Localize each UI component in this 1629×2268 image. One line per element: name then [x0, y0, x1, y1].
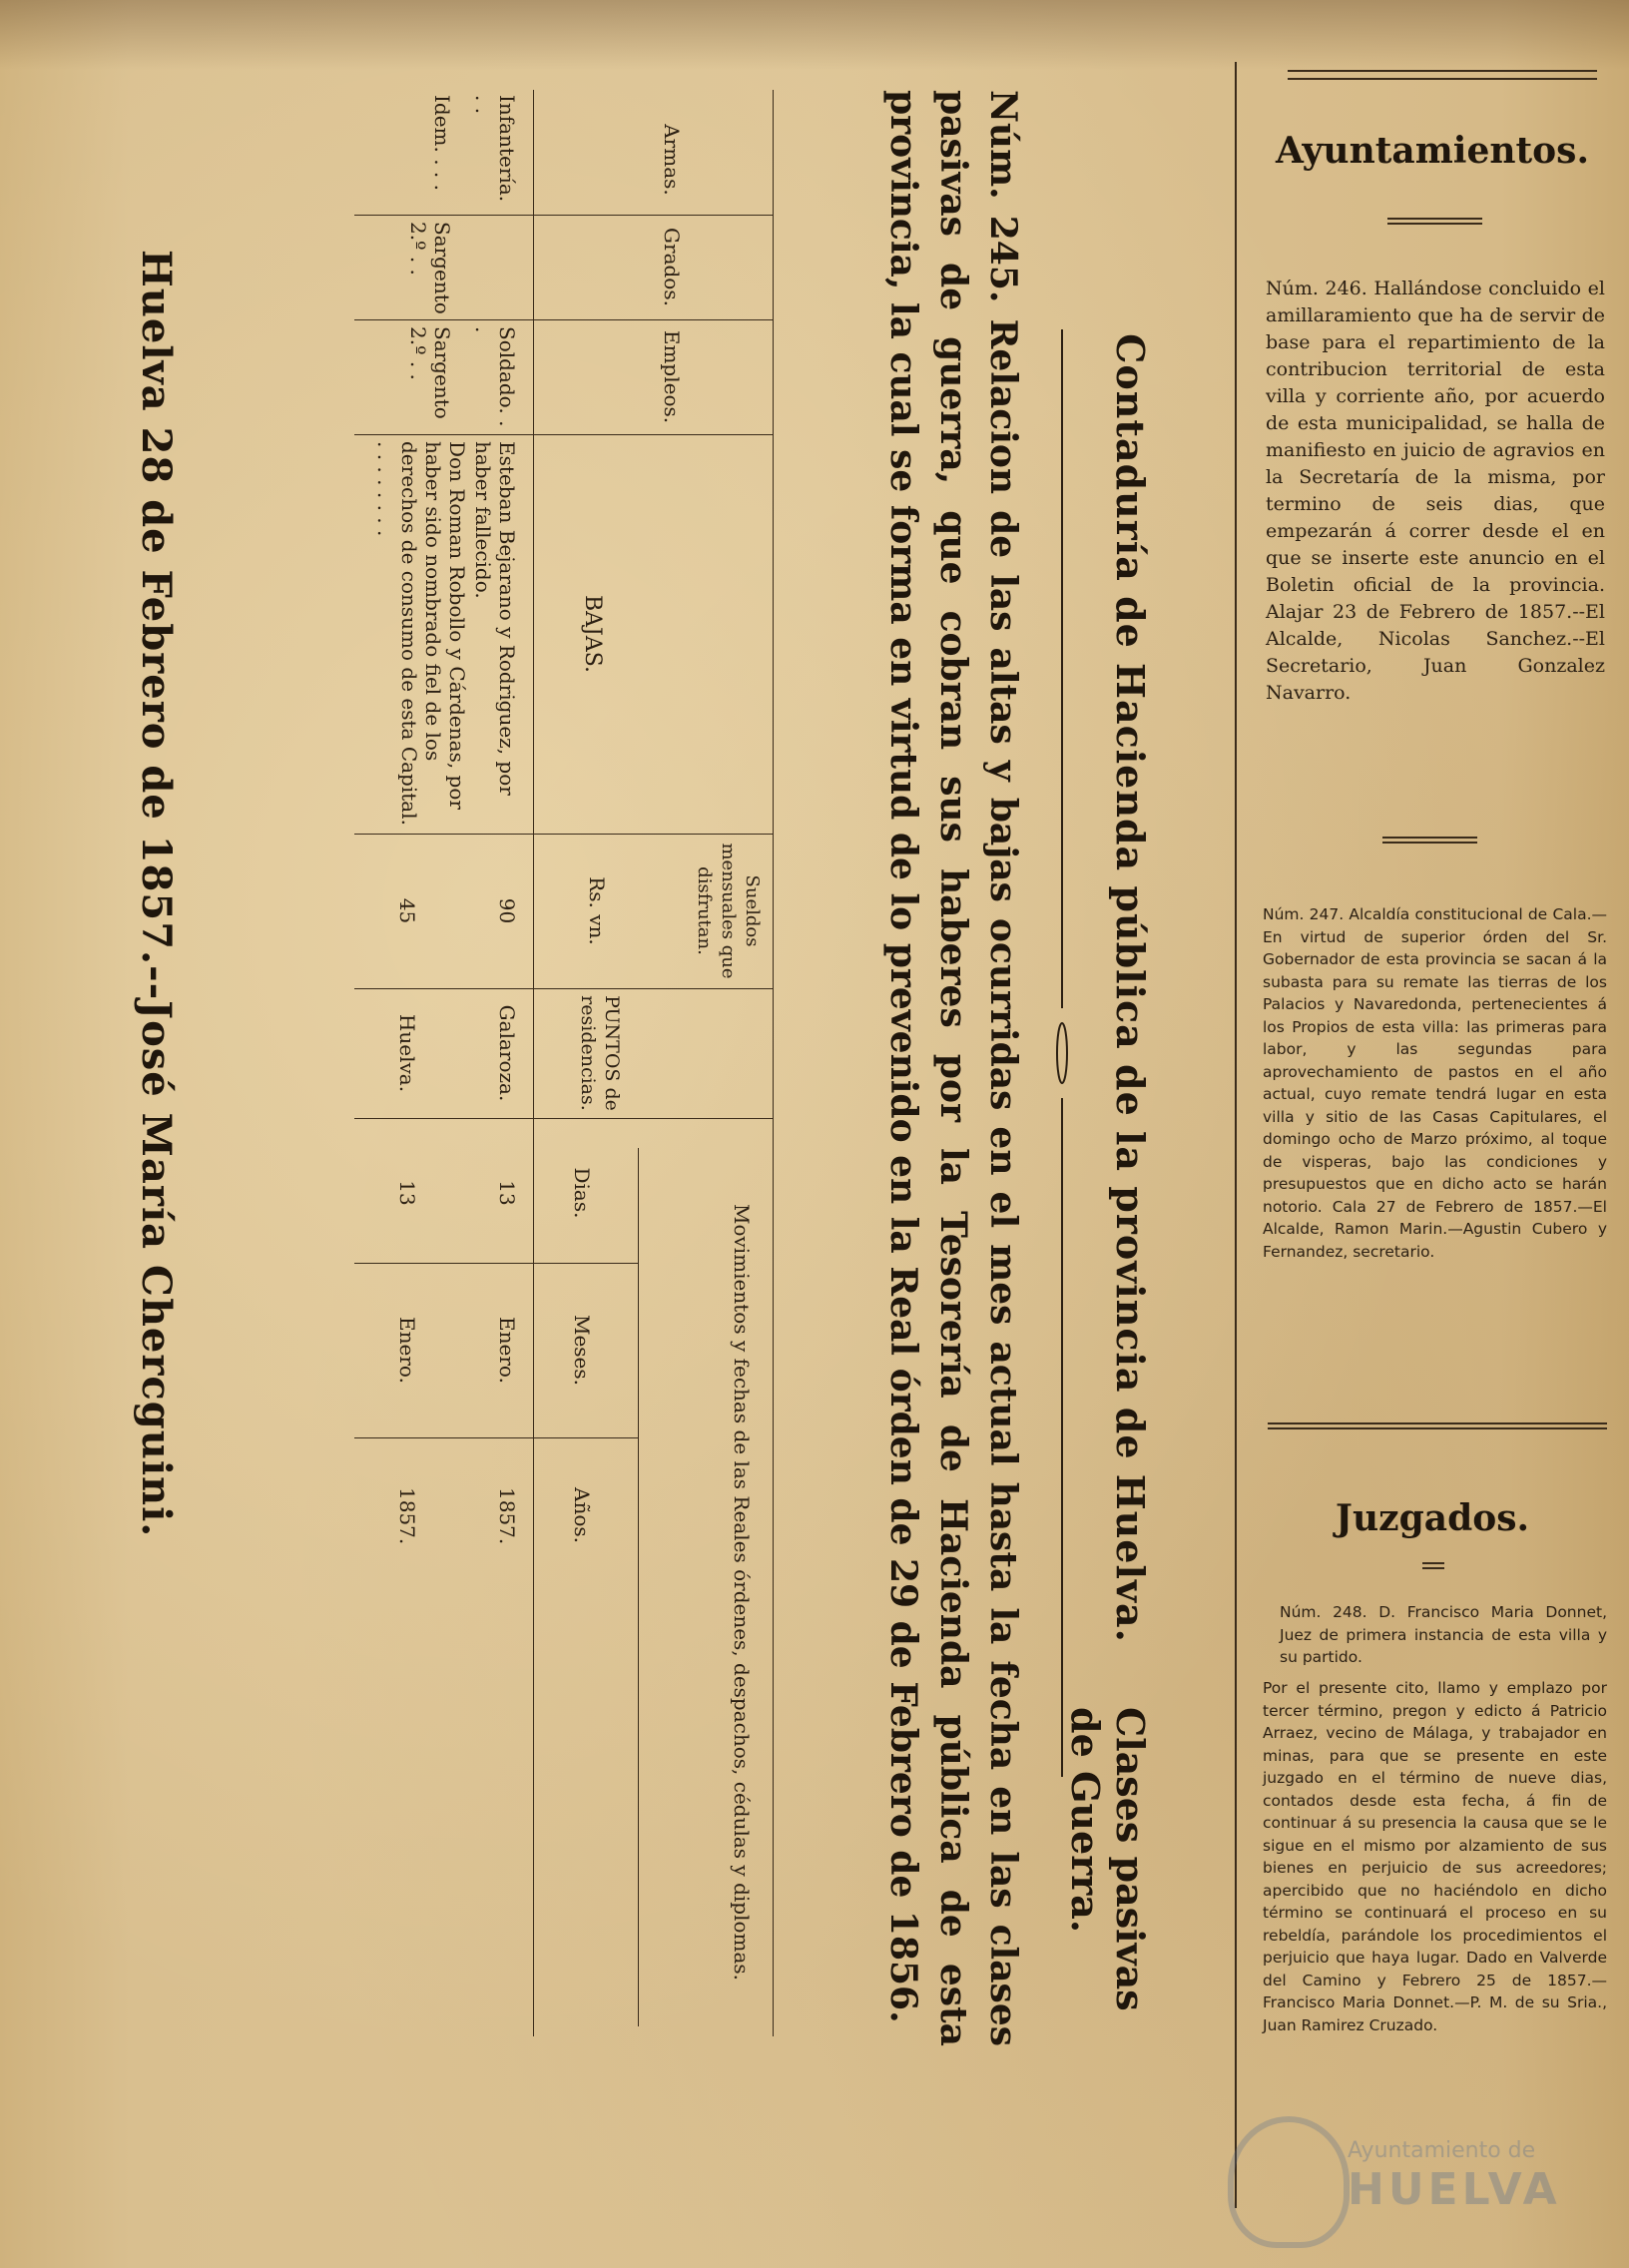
ayuntamientos-title: Ayuntamientos.	[1276, 130, 1589, 172]
header-grados: Grados.	[660, 228, 684, 306]
archive-watermark	[1228, 2116, 1587, 2236]
long-rule-3	[1268, 1422, 1607, 1429]
header-bajas: BAJAS.	[580, 594, 605, 674]
page-top-edge	[0, 0, 1629, 70]
row1-sueldo: 90	[495, 897, 519, 924]
juzgado-248-header: Núm. 248. D. Francisco Maria Donnet, Juez de primera instancia de esta villa y su partido.	[1280, 1603, 1607, 1666]
row1-arma: Infantería. . .	[471, 95, 519, 203]
watermark-line2: HUELVA	[1348, 2164, 1561, 2215]
header-rs-vn: Rs. vn.	[585, 876, 609, 945]
anuncio-246: Núm. 246. Hallándose concluido el amillaramiento que ha de servir de base para el repartimiento de la contribucion territorial de esta villa y corriente año, por acuerdo de esta municipalidad, se halla de manifiesto en juicio de agravios en la Secretaría de la misma, por termino de seis dias, que empezarán á correr desde el en que se inserte este anuncio en el Boletin oficial de la provincia. Alajar 23 de Febrero de 1857.--El Alcalde, Nicolas Sanchez.--El Secretario, Juan Gonzalez Navarro.	[1266, 278, 1605, 704]
row2-baja: Don Roman Robollo y Cárdenas, por haber sido nombrado fiel de los derechos de consumo de esta Capital. . . . . . . . .	[373, 441, 469, 826]
row2-dia: 13	[395, 1180, 419, 1206]
header-sueldos: Sueldos mensuales que disfrutan.	[694, 843, 763, 979]
header-armas: Armas.	[660, 124, 684, 196]
header-dias: Dias.	[570, 1167, 594, 1219]
header-puntos: PUNTOS de residencias.	[577, 995, 623, 1111]
row1-ano: 1857.	[495, 1487, 519, 1545]
row1-punto: Galaroza.	[495, 1004, 519, 1102]
left-column-rotated	[0, 70, 1178, 2066]
bajas-table	[354, 90, 774, 2036]
ornament-rule	[1056, 329, 1068, 1777]
anuncio-247: Núm. 247. Alcaldía constitucional de Cala.—En virtud de superior órden del Sr. Gobernador de esta provincia se sacan á la subasta para su remate las tierras de los Palacios y Navaredonda, pertenecientes á los Propios de esta villa: las primeras para labor, y las segundas para aprovechamiento de pastos en el año actual, cuyo remate tendrá lugar en esta villa y sitio de las Casas Capitulares, el domingo ocho de Marzo próximo, al toque de visperas, bajo las condiciones y presupuestos que en dicho acto se harán notorio. Cala 27 de Febrero de 1857.—El Alcalde, Ramon Marin.—Agustin Cubero y Fernandez, secretario.	[1263, 905, 1607, 1261]
header-meses: Meses.	[570, 1314, 594, 1387]
city-seal-icon	[1228, 2116, 1350, 2248]
column-divider	[1235, 62, 1237, 2208]
row2-ano: 1857.	[395, 1487, 419, 1545]
row1-baja: Esteban Bejarano y Rodriguez, por haber fallecido.	[471, 441, 519, 796]
header-movimientos: Movimientos y fechas de las Reales órdenes, despachos, cédulas y diplomas.	[730, 1203, 754, 1982]
row1-mes: Enero.	[495, 1317, 519, 1384]
row2-arma: Idem. . . .	[430, 95, 454, 192]
signature-line: Huelva 28 de Febrero de 1857.--José María Chercguini.	[133, 250, 180, 1538]
watermark-line1: Ayuntamiento de	[1348, 2138, 1536, 2163]
row2-punto: Huelva.	[395, 1013, 419, 1093]
row1-dia: 13	[495, 1180, 519, 1206]
short-rule-4	[1422, 1562, 1444, 1569]
row2-sueldo: 45	[395, 897, 419, 924]
row1-empleo: Soldado. . .	[471, 326, 519, 427]
row2-grado: Sargento 2.º . .	[406, 222, 454, 314]
short-rule-1	[1387, 218, 1482, 225]
row2-mes: Enero.	[395, 1317, 419, 1384]
header-anos: Años.	[570, 1487, 594, 1543]
short-rule-2	[1382, 837, 1477, 844]
contaduria-heading: Contaduría de Hacienda pública de la provincia de Huelva.	[1108, 333, 1153, 1643]
header-empleos: Empleos.	[660, 329, 684, 424]
row2-empleo: Sargento 2.º . .	[406, 326, 454, 419]
relacion-intro: Núm. 245. Relacion de las altas y bajas ocurridas en el mes actual hasta la fecha en las clases pasivas de guerra, que cobran sus haberes por la Tesorería de Hacienda pública de esta provincia, la cual se forma en virtud de lo prevenido en la Real órden de 29 de Febrero de 1856.	[882, 90, 1024, 2046]
clases-pasivas-heading: Clases pasivas de Guerra.	[1063, 1707, 1153, 2011]
juzgados-title: Juzgados.	[1335, 1497, 1530, 1539]
juzgado-248-body: Por el presente cito, llamo y emplazo por tercer término, pregon y edicto á Patricio Arraez, vecino de Málaga, y trabajador en minas, para que se presente en este juzgado en el término de nueve dias, contados desde esta fecha, á fin de continuar á su presencia la causa que se le sigue en el mismo por alzamiento de sus bienes en perjuicio de sus acreedores; apercibido que no haciéndolo en dicho término se continuará el proceso en su rebeldía, parándole los procedimientos el perjuicio que haya lugar. Dado en Valverde del Camino y Febrero 25 de 1857.—Francisco Maria Donnet.—P. M. de su Sria., Juan Ramirez Cruzado.	[1263, 1679, 1607, 2034]
top-double-rule	[1288, 70, 1597, 80]
